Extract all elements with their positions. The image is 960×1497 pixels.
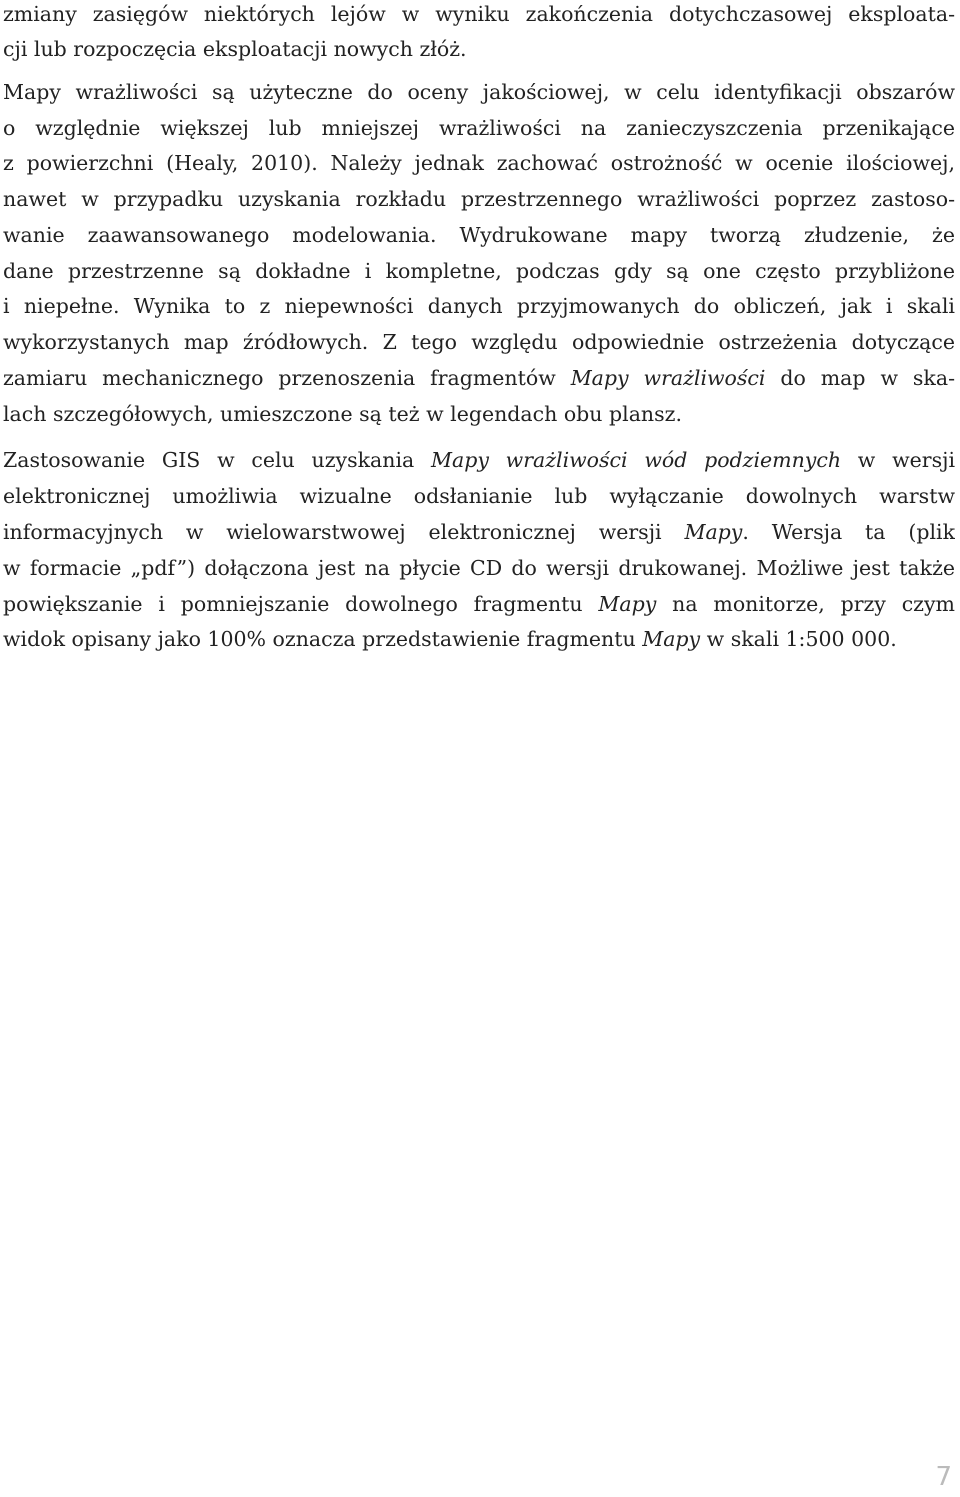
text-line: zmiany zasięgów niektórych lejów w wyniku zakończenia dotychczasowej eksploata- [3,2,955,26]
text-segment: informacyjnych w wielowarstwowej elektronicznej wersji [3,520,685,544]
text-segment: Zastosowanie GIS w celu uzyskania [3,448,431,472]
text-segment: zamiaru mechanicznego przenoszenia fragmentów [3,366,571,390]
italic-term: Mapy wrażliwości wód podziemnych [430,448,842,472]
text-line: cji lub rozpoczęcia eksploatacji nowych złóż. [3,37,467,61]
text-line [3,360,955,396]
text-line: w formacie „pdf”) dołączona jest na płycie CD do wersji drukowanej. Możliwe jest także [3,556,955,580]
text-line: i niepełne. Wynika to z niepewności danych przyjmowanych do obliczeń, jak i skali [3,294,955,318]
text-line: wykorzystanych map źródłowych. Z tego względu odpowiednie ostrzeżenia dotyczące [3,330,955,354]
text-line: o względnie większej lub mniejszej wrażliwości na zanieczyszczenia przenikające [3,116,955,140]
text-line [3,514,955,550]
text-segment: powiększanie i pomniejszanie dowolnego fragmentu [3,592,599,616]
text-line: nawet w przypadku uzyskania rozkładu przestrzennego wrażliwości poprzez zastoso- [3,187,955,211]
text-line [3,442,955,478]
italic-term: Mapy wrażliwości [570,366,766,390]
italic-term: Mapy [642,627,701,651]
text-segment: w wersji [841,448,955,472]
italic-term: Mapy [598,592,657,616]
text-line: dane przestrzenne są dokładne i kompletne, podczas gdy są one często przybliżone [3,259,955,283]
page-number: 7 [935,1462,952,1492]
text-segment: do map w ska- [765,366,955,390]
text-line [3,621,955,657]
italic-term: Mapy [684,520,743,544]
text-line: z powierzchni (Healy, 2010). Należy jednak zachować ostrożność w ocenie ilościowej, [3,151,955,175]
text-segment: w skali 1:500 000. [700,627,897,651]
text-line: elektronicznej umożliwia wizualne odsłanianie lub wyłączanie dowolnych warstw [3,484,955,508]
text-line: wanie zaawansowanego modelowania. Wydrukowane mapy tworzą złudzenie, że [3,223,955,247]
text-line: Mapy wrażliwości są użyteczne do oceny jakościowej, w celu identyfikacji obszarów [3,80,955,104]
text-line: lach szczegółowych, umieszczone są też w legendach obu plansz. [3,402,682,426]
text-line [3,586,955,622]
text-segment: na monitorze, przy czym [656,592,955,616]
text-segment: . Wersja ta (plik [742,520,955,544]
text-segment: widok opisany jako 100% oznacza przedstawienie fragmentu [3,627,643,651]
